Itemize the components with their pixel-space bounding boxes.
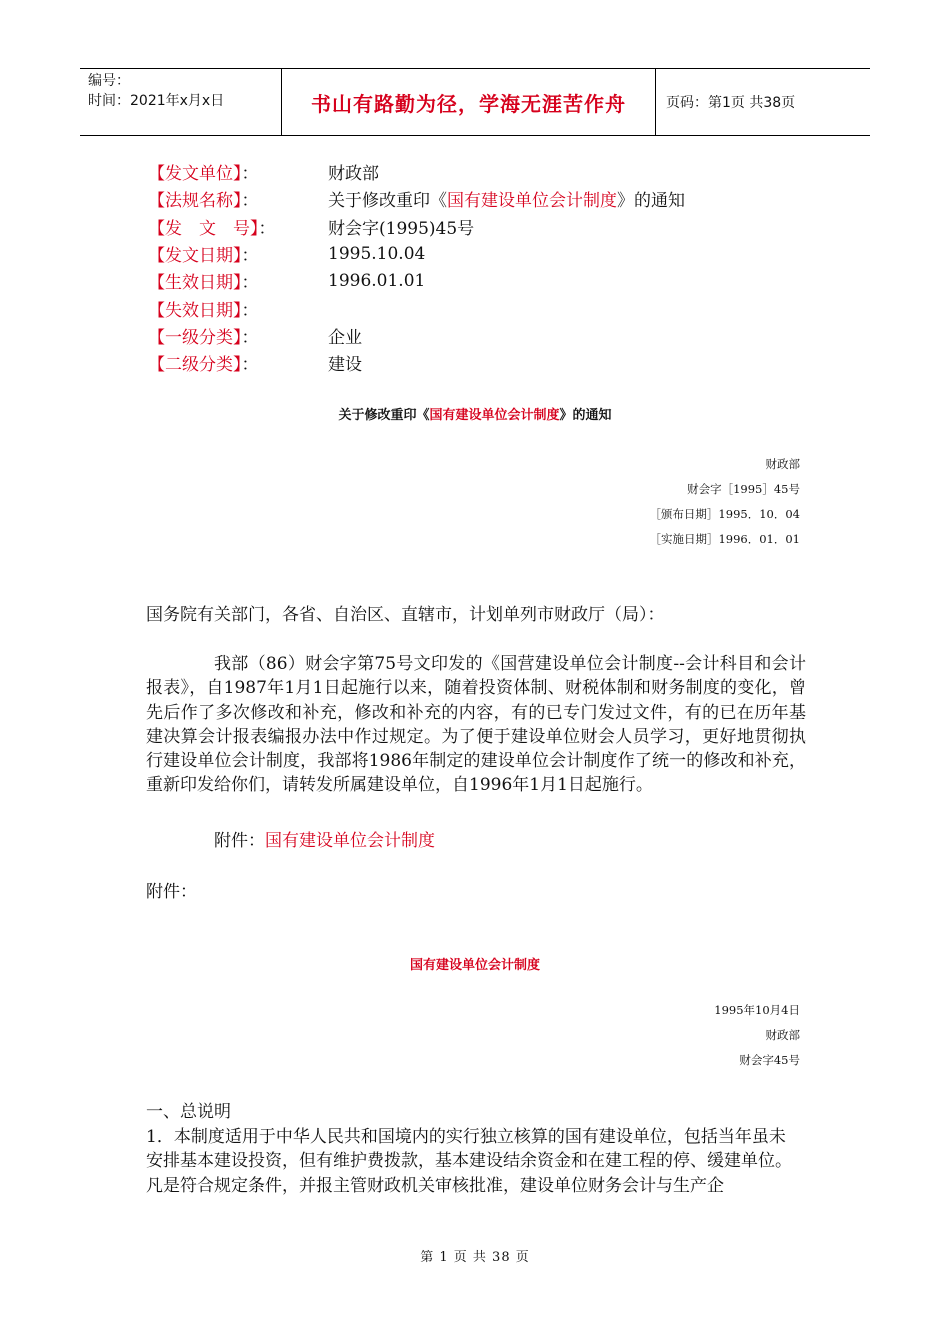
section-item: 1．本制度适用于中华人民共和国境内的实行独立核算的国有建设单位，包括当年虽未安排基本建设投资，但有维护费拨款，基本建设结余资金和在建工程的停、缓建单位。 (146, 1126, 792, 1171)
meta-value: 财会字(1995)45号 (328, 218, 475, 239)
header-page-info: 页码：第1页 共38页 (666, 95, 796, 111)
meta-row-effective-date: 【生效日期】： 1996.01.01 (148, 270, 426, 294)
meta-value: 财政部 (328, 164, 379, 185)
meta-label: 【生效日期】 (148, 273, 242, 294)
document-title: 关于修改重印《国有建设单位会计制度》的通知 (338, 408, 612, 423)
meta-row-category-1: 【一级分类】： 企业 (148, 322, 685, 349)
issuer-block (638, 452, 812, 552)
meta-row-title: 【法规名称】： 关于修改重印《国有建设单位会计制度》的通知 (148, 185, 685, 212)
attachment-line: 附件：国有建设单位会计制度 (214, 831, 435, 851)
title-link[interactable]: 国有建设单位会计制度 (429, 408, 560, 423)
general-section (146, 1100, 796, 1198)
page-header (80, 68, 870, 136)
header-info-cell (80, 69, 282, 135)
meta-row-doc-number: 【发 文 号】： 财会字(1995)45号 (148, 213, 685, 240)
meta-label: 【法规名称】 (148, 191, 242, 212)
meta-label: 【二级分类】 (148, 355, 242, 376)
attachment-heading: 附件： (146, 882, 197, 902)
issuer-line: ［颁布日期］1995．10．04 (649, 507, 812, 521)
meta-row-category-2: 【二级分类】： 建设 (148, 349, 685, 376)
meta-label: 【发 文 号】 (148, 218, 259, 239)
sub-issuer-line: 财会字45号 (739, 1053, 800, 1067)
header-number: 编号： (88, 73, 130, 89)
meta-label: 【发文日期】 (148, 246, 242, 267)
header-motto: 书山有路勤为径，学海无涯苦作舟 (311, 91, 626, 116)
issuer-line: 财政部 (765, 457, 800, 471)
meta-row-issuer: 【发文单位】： 财政部 (148, 158, 685, 185)
meta-value: 关于修改重印《国有建设单位会计制度》的通知 (328, 191, 685, 212)
section-item: 凡是符合规定条件，并报主管财政机关审核批准，建设单位财务会计与生产企 (146, 1175, 724, 1196)
attachment-link[interactable]: 国有建设单位会计制度 (265, 831, 435, 851)
sub-issuer-line: 财政部 (765, 1028, 800, 1042)
meta-label: 【失效日期】 (148, 300, 242, 321)
regulation-link[interactable]: 国有建设单位会计制度 (447, 191, 617, 212)
section-heading: 一、总说明 (146, 1102, 231, 1122)
issuer-line: ［实施日期］1996．01．01 (649, 532, 800, 546)
header-motto-cell (282, 69, 656, 135)
metadata-list (148, 158, 685, 376)
meta-row-expiry-date: 【失效日期】： (148, 300, 259, 321)
meta-row-issue-date: 【发文日期】： 1995.10.04 (148, 243, 426, 267)
addressee: 国务院有关部门，各省、自治区、直辖市，计划单列市财政厅（局）： (146, 605, 665, 625)
header-page-cell (656, 69, 870, 135)
page-footer: 第 1 页 共 38 页 (420, 1250, 530, 1265)
sub-title: 国有建设单位会计制度 (409, 958, 540, 973)
body-paragraph: 我部（86）财会字第75号文印发的《国营建设单位会计制度--会计科目和会计报表》，自1987年1月1日起施行以来，随着投资体制、财税体制和财务制度的变化，曾先后作了多次修改和补充，修改和补充的内容，有的已专门发过文件，有的已在历年基建决算会计报表编报办法中作过规定。为了便于建设单位财会人员学习，更好地贯彻执行建设单位会计制度，我部将1986年制定的建设单位会计制度作了统一的修改和补充，重新印发给你们，请转发所属建设单位，自1996年1月1日起施行。 (146, 654, 806, 796)
meta-value: 1995.10.04 (328, 243, 426, 264)
meta-value: 建设 (328, 355, 362, 376)
sub-issuer-line: 1995年10月4日 (714, 1003, 800, 1017)
meta-label: 【一级分类】 (148, 327, 242, 348)
meta-value: 1996.01.01 (328, 270, 426, 291)
header-time: 时间：2021年x月x日 (88, 93, 225, 109)
meta-value: 企业 (328, 327, 362, 348)
issuer-line: 财会字［1995］45号 (687, 482, 800, 496)
meta-label: 【发文单位】 (148, 164, 242, 185)
sub-issuer-block (714, 998, 800, 1073)
